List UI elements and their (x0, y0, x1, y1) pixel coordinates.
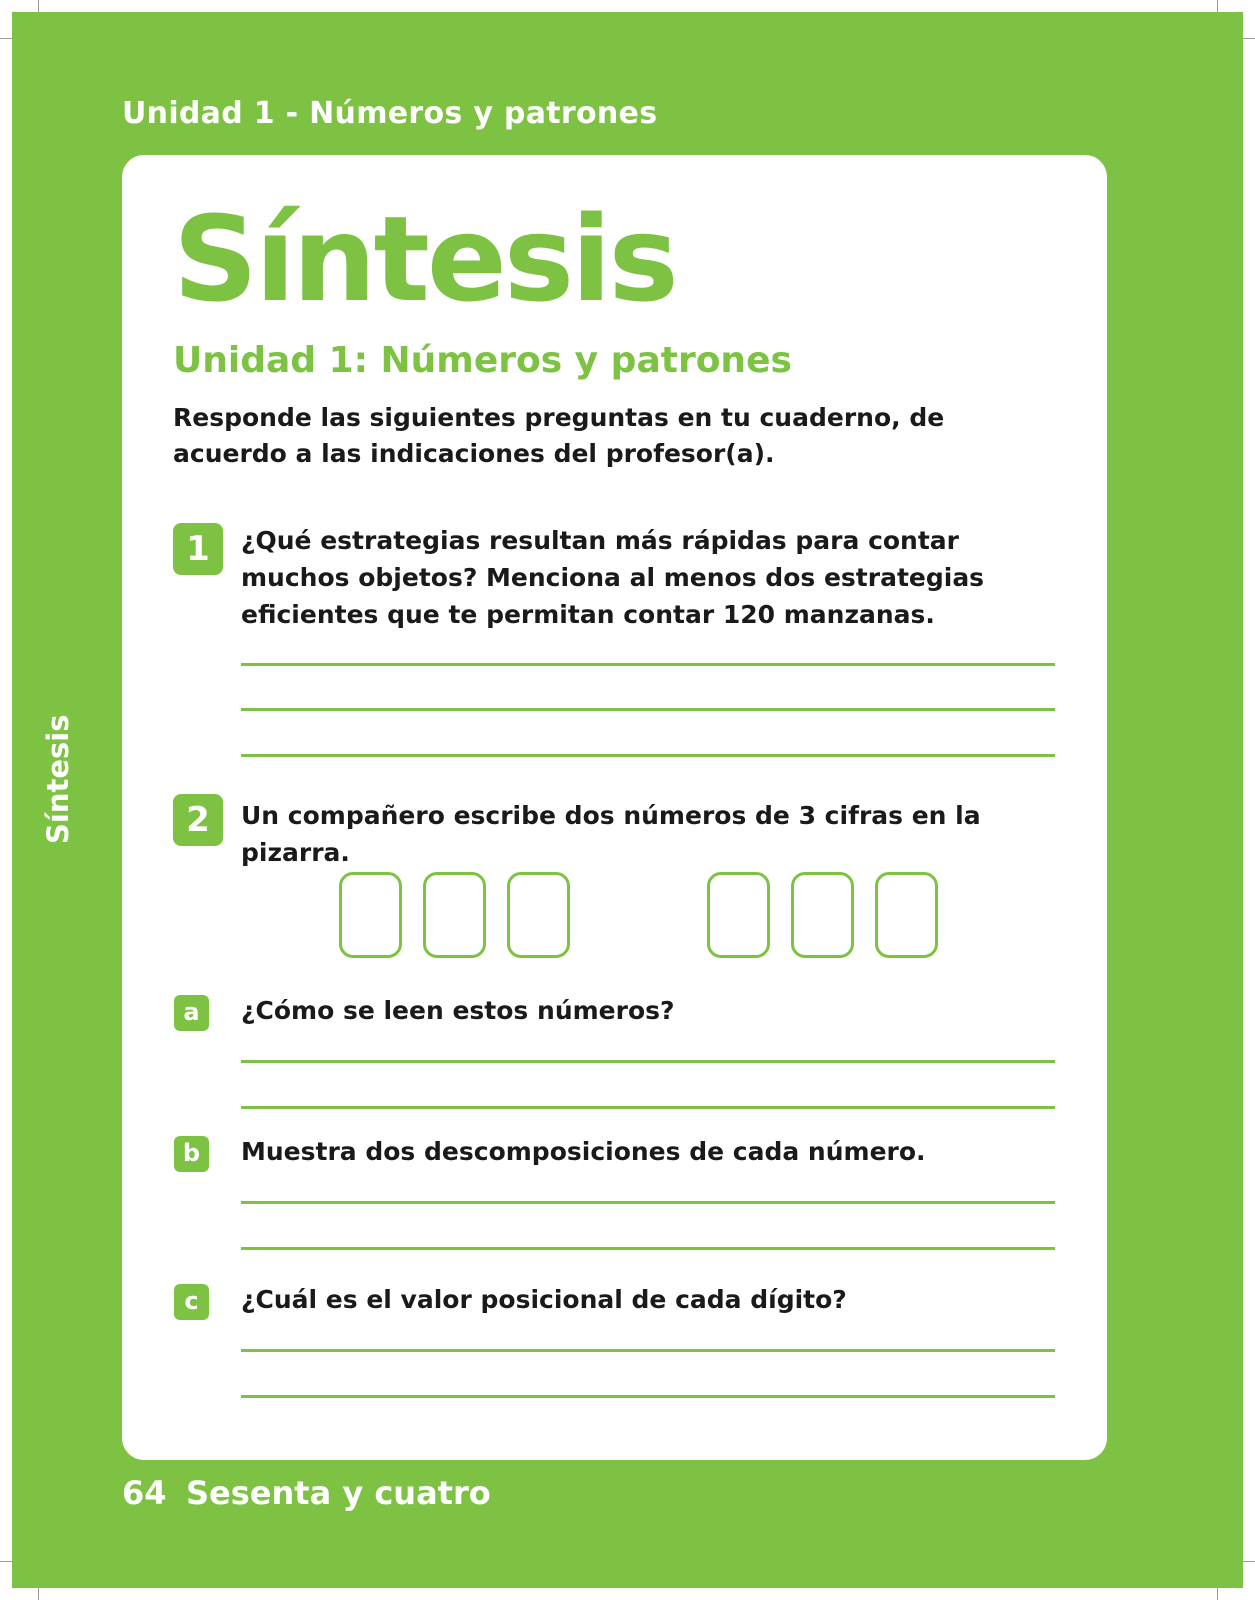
answer-line[interactable] (241, 1060, 1055, 1063)
page-number: 64 (122, 1474, 167, 1512)
answer-line[interactable] (241, 1395, 1055, 1398)
subquestion-letter-badge: c (174, 1284, 209, 1320)
subquestion-letter-badge: b (174, 1136, 209, 1172)
answer-line[interactable] (241, 1106, 1055, 1109)
subquestion-text: Muestra dos descomposiciones de cada número. (241, 1137, 926, 1166)
page-title: Síntesis (173, 190, 676, 328)
answer-line[interactable] (241, 1247, 1055, 1250)
side-tab-label: Síntesis (41, 714, 75, 844)
subquestion-text: ¿Cuál es el valor posicional de cada dígito? (241, 1285, 847, 1314)
digit-box[interactable] (339, 872, 402, 958)
question-text: ¿Qué estrategias resultan más rápidas para contar muchos objetos? Menciona al menos dos estrategias eficientes que te permitan contar 120 manzanas. (241, 526, 985, 629)
answer-line[interactable] (241, 663, 1055, 666)
question-text: Un compañero escribe dos números de 3 cifras en la pizarra. (241, 801, 981, 867)
answer-line[interactable] (241, 1349, 1055, 1352)
question-number-badge: 2 (173, 794, 223, 846)
page-number-words: Sesenta y cuatro (186, 1474, 491, 1512)
subquestion-letter-badge: a (174, 995, 209, 1031)
answer-line[interactable] (241, 754, 1055, 757)
question-number-badge: 1 (173, 523, 223, 575)
digit-box[interactable] (791, 872, 854, 958)
page-subtitle: Unidad 1: Números y patrones (173, 340, 792, 381)
answer-line[interactable] (241, 1201, 1055, 1204)
subquestion-text: ¿Cómo se leen estos números? (241, 996, 675, 1025)
unit-header: Unidad 1 - Números y patrones (122, 96, 658, 131)
digit-box[interactable] (707, 872, 770, 958)
instructions-text: Responde las siguientes preguntas en tu cuaderno, de acuerdo a las indicaciones del profesor(a). (173, 403, 945, 468)
answer-line[interactable] (241, 708, 1055, 711)
digit-box[interactable] (875, 872, 938, 958)
digit-box[interactable] (507, 872, 570, 958)
digit-box[interactable] (423, 872, 486, 958)
